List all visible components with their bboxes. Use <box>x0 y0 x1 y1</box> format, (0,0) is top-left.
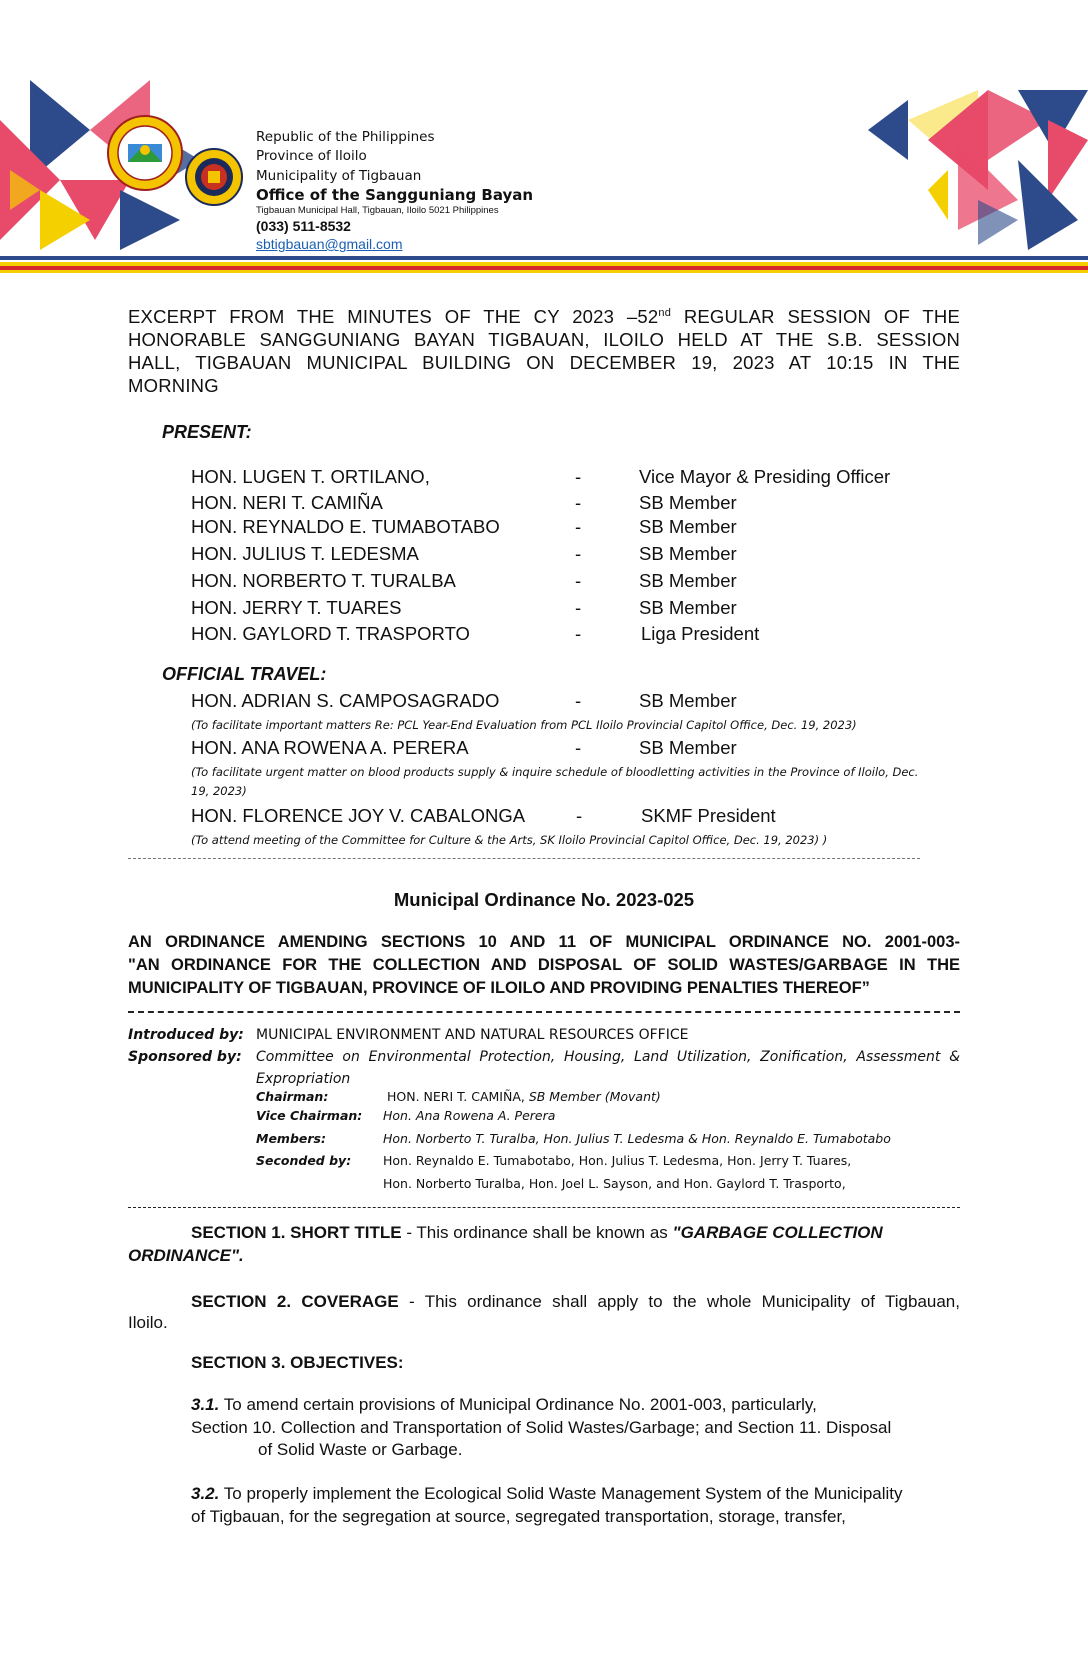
section-1-title-cont: ORDINANCE". <box>128 1246 244 1265</box>
member-name: HON. REYNALDO E. TUMABOTABO <box>191 516 500 537</box>
objective-3-2-line-2: of Tigbauan, for the segregation at source, segregated transportation, storage, transfer, <box>191 1507 846 1526</box>
objective-3-2 <box>191 1482 960 1505</box>
excerpt-line-1b: REGULAR SESSION OF THE <box>671 306 961 328</box>
sponsors-separator <box>128 1207 960 1208</box>
section-3-heading-text: SECTION 3. OBJECTIVES: <box>191 1353 404 1372</box>
member-position: SB Member <box>639 516 737 537</box>
sponsored-by-value-2: Expropriation <box>256 1071 351 1087</box>
member-position: SB Member <box>639 597 737 618</box>
member-dash: - <box>575 623 582 644</box>
member-name: HON. LUGEN T. ORTILANO, <box>191 466 430 487</box>
travel-member-row <box>191 737 951 761</box>
chairman-value <box>387 1089 661 1104</box>
member-position: SB Member <box>639 492 737 513</box>
objective-3-1-text: To amend certain provisions of Municipal Ordinance No. 2001-003, particularly, <box>219 1395 817 1414</box>
excerpt-line-4: MORNING <box>128 375 219 397</box>
seconded-by-value: Hon. Reynaldo E. Tumabotabo, Hon. Julius T. Ledesma, Hon. Jerry T. Tuares, <box>383 1153 852 1168</box>
member-name: HON. FLORENCE JOY V. CABALONGA <box>191 805 526 826</box>
member-dash: - <box>575 492 582 513</box>
member-dash: - <box>575 466 582 487</box>
vice-chairman-label: Vice Chairman: <box>256 1108 363 1123</box>
present-member-row <box>191 466 951 490</box>
municipality-line: Municipality of Tigbauan <box>256 168 422 184</box>
member-dash: - <box>575 570 582 591</box>
sponsored-by-label: Sponsored by: <box>128 1049 242 1065</box>
seconded-by-value-2: Hon. Norberto Turalba, Hon. Joel L. Sayson, and Hon. Gaylord T. Trasporto, <box>383 1176 846 1191</box>
header-stripe-yellow-2 <box>0 270 1088 273</box>
province-line: Province of Iloilo <box>256 148 367 164</box>
present-member-row <box>191 543 951 567</box>
travel-member-row <box>191 805 951 829</box>
section-1-title: "GARBAGE COLLECTION <box>672 1223 883 1242</box>
office-address: Tigbauan Municipal Hall, Tigbauan, Iloilo 5021 Philippines <box>256 205 499 216</box>
member-position: SB Member <box>639 737 737 758</box>
travel-note: (To attend meeting of the Committee for Culture & the Arts, SK Iloilo Provincial Capitol Office, Dec. 19, 2023) ) <box>191 833 828 847</box>
introduced-by-label: Introduced by: <box>128 1027 244 1043</box>
member-position: Vice Mayor & Presiding Officer <box>639 466 891 487</box>
member-dash: - <box>576 805 583 826</box>
member-dash: - <box>575 543 582 564</box>
section-1-cont <box>128 1244 244 1267</box>
excerpt-ordinal-sup: nd <box>658 307 672 319</box>
section-1-heading: SECTION 1. SHORT TITLE <box>191 1223 402 1242</box>
office-email-link[interactable]: sbtigbauan@gmail.com <box>256 236 403 252</box>
objective-3-1 <box>191 1393 817 1416</box>
republic-line: Republic of the Philippines <box>256 129 435 145</box>
section-2 <box>191 1290 960 1313</box>
member-name: HON. JERRY T. TUARES <box>191 597 402 618</box>
member-name: HON. ANA ROWENA A. PERERA <box>191 737 469 758</box>
seconded-by-label: Seconded by: <box>256 1153 352 1168</box>
office-phone: (033) 511-8532 <box>256 218 351 234</box>
member-name: HON. GAYLORD T. TRASPORTO <box>191 623 470 644</box>
member-name: HON. NERI T. CAMIÑA <box>191 492 383 513</box>
section-2-text: - This ordinance shall apply to the whole Municipality of Tigbauan, <box>398 1292 960 1311</box>
present-label: PRESENT: <box>162 422 252 442</box>
present-member-row <box>191 492 951 516</box>
excerpt-line-2: HONORABLE SANGGUNIANG BAYAN TIGBAUAN, ILOILO HELD AT THE S.B. SESSION <box>128 329 960 351</box>
member-name: HON. ADRIAN S. CAMPOSAGRADO <box>191 690 500 711</box>
members-label: Members: <box>256 1131 326 1146</box>
section-3-heading <box>191 1351 404 1374</box>
travel-note: (To facilitate important matters Re: PCL Year-End Evaluation from PCL Iloilo Provincial Capitol Office, Dec. 19, 2023) <box>191 718 857 732</box>
members-value: Hon. Norberto T. Turalba, Hon. Julius T. Ledesma & Hon. Reynaldo E. Tumabotabo <box>383 1131 891 1146</box>
attendance-separator <box>128 858 920 859</box>
travel-note: (To facilitate urgent matter on blood products supply & inquire schedule of bloodletting activities in the Province of Iloilo, Dec. 19, 2023) <box>191 765 919 798</box>
present-member-row <box>191 516 951 540</box>
member-dash: - <box>575 737 582 758</box>
present-member-row <box>191 623 951 647</box>
vice-chairman-value: Hon. Ana Rowena A. Perera <box>383 1108 556 1123</box>
chairman-role: SB Member (Movant) <box>528 1089 661 1104</box>
ordinance-number: Municipal Ordinance No. 2023-025 <box>393 889 695 910</box>
member-dash: - <box>575 516 582 537</box>
ordinance-title-line: AN ORDINANCE AMENDING SECTIONS 10 AND 11 OF MUNICIPAL ORDINANCE NO. 2001-003- <box>128 933 960 951</box>
letterhead-decoration-right <box>868 80 1088 260</box>
section-2-cont: Iloilo. <box>128 1313 168 1332</box>
chairman-label: Chairman: <box>256 1089 329 1104</box>
objective-3-1-number: 3.1. <box>191 1395 220 1414</box>
objective-3-2-text: To properly implement the Ecological Solid Waste Management System of the Municipality <box>219 1484 903 1503</box>
section-1 <box>191 1221 931 1244</box>
member-position: SB Member <box>639 570 737 591</box>
member-dash: - <box>575 597 582 618</box>
objective-3-2-number: 3.2. <box>191 1484 220 1503</box>
travel-member-row <box>191 690 951 714</box>
member-position: Liga President <box>641 623 760 644</box>
member-position: SKMF President <box>641 805 776 826</box>
section-1-text: - This ordinance shall be known as <box>401 1223 673 1242</box>
member-position: SB Member <box>639 690 737 711</box>
member-name: HON. NORBERTO T. TURALBA <box>191 570 456 591</box>
introduced-by-value: MUNICIPAL ENVIRONMENT AND NATURAL RESOURCES OFFICE <box>256 1027 689 1043</box>
minutes-excerpt <box>128 302 960 397</box>
ordinance-title-line: MUNICIPALITY OF TIGBAUAN, PROVINCE OF ILOILO AND PROVIDING PENALTIES THEREOF” <box>128 979 870 997</box>
sponsored-by-value: Committee on Environmental Protection, Housing, Land Utilization, Zonification, Assessment & <box>256 1049 960 1065</box>
chairman-name: HON. NERI T. CAMIÑA, <box>387 1089 529 1104</box>
ordinance-title-line: "AN ORDINANCE FOR THE COLLECTION AND DISPOSAL OF SOLID WASTES/GARBAGE IN THE <box>128 956 960 974</box>
ordinance-title <box>128 931 960 1000</box>
official-travel-label: OFFICIAL TRAVEL: <box>162 664 327 684</box>
sangguniang-bayan-seal-icon <box>184 147 244 207</box>
present-member-row <box>191 597 951 621</box>
title-separator <box>128 1011 960 1013</box>
office-name: Office of the Sangguniang Bayan <box>256 186 534 204</box>
member-name: HON. JULIUS T. LEDESMA <box>191 543 419 564</box>
objective-3-1-line-2: Section 10. Collection and Transportation of Solid Wastes/Garbage; and Section 11. Disposal <box>191 1418 892 1437</box>
municipal-seal-icon <box>106 114 184 192</box>
objective-3-1-line-3: of Solid Waste or Garbage. <box>258 1440 463 1459</box>
section-2-heading: SECTION 2. COVERAGE <box>191 1292 399 1311</box>
member-position: SB Member <box>639 543 737 564</box>
member-dash: - <box>575 690 582 711</box>
present-member-row <box>191 570 951 594</box>
excerpt-line-1a: EXCERPT FROM THE MINUTES OF THE CY 2023 –52 <box>128 306 659 328</box>
excerpt-line-3: HALL, TIGBAUAN MUNICIPAL BUILDING ON DECEMBER 19, 2023 AT 10:15 IN THE <box>128 352 960 374</box>
